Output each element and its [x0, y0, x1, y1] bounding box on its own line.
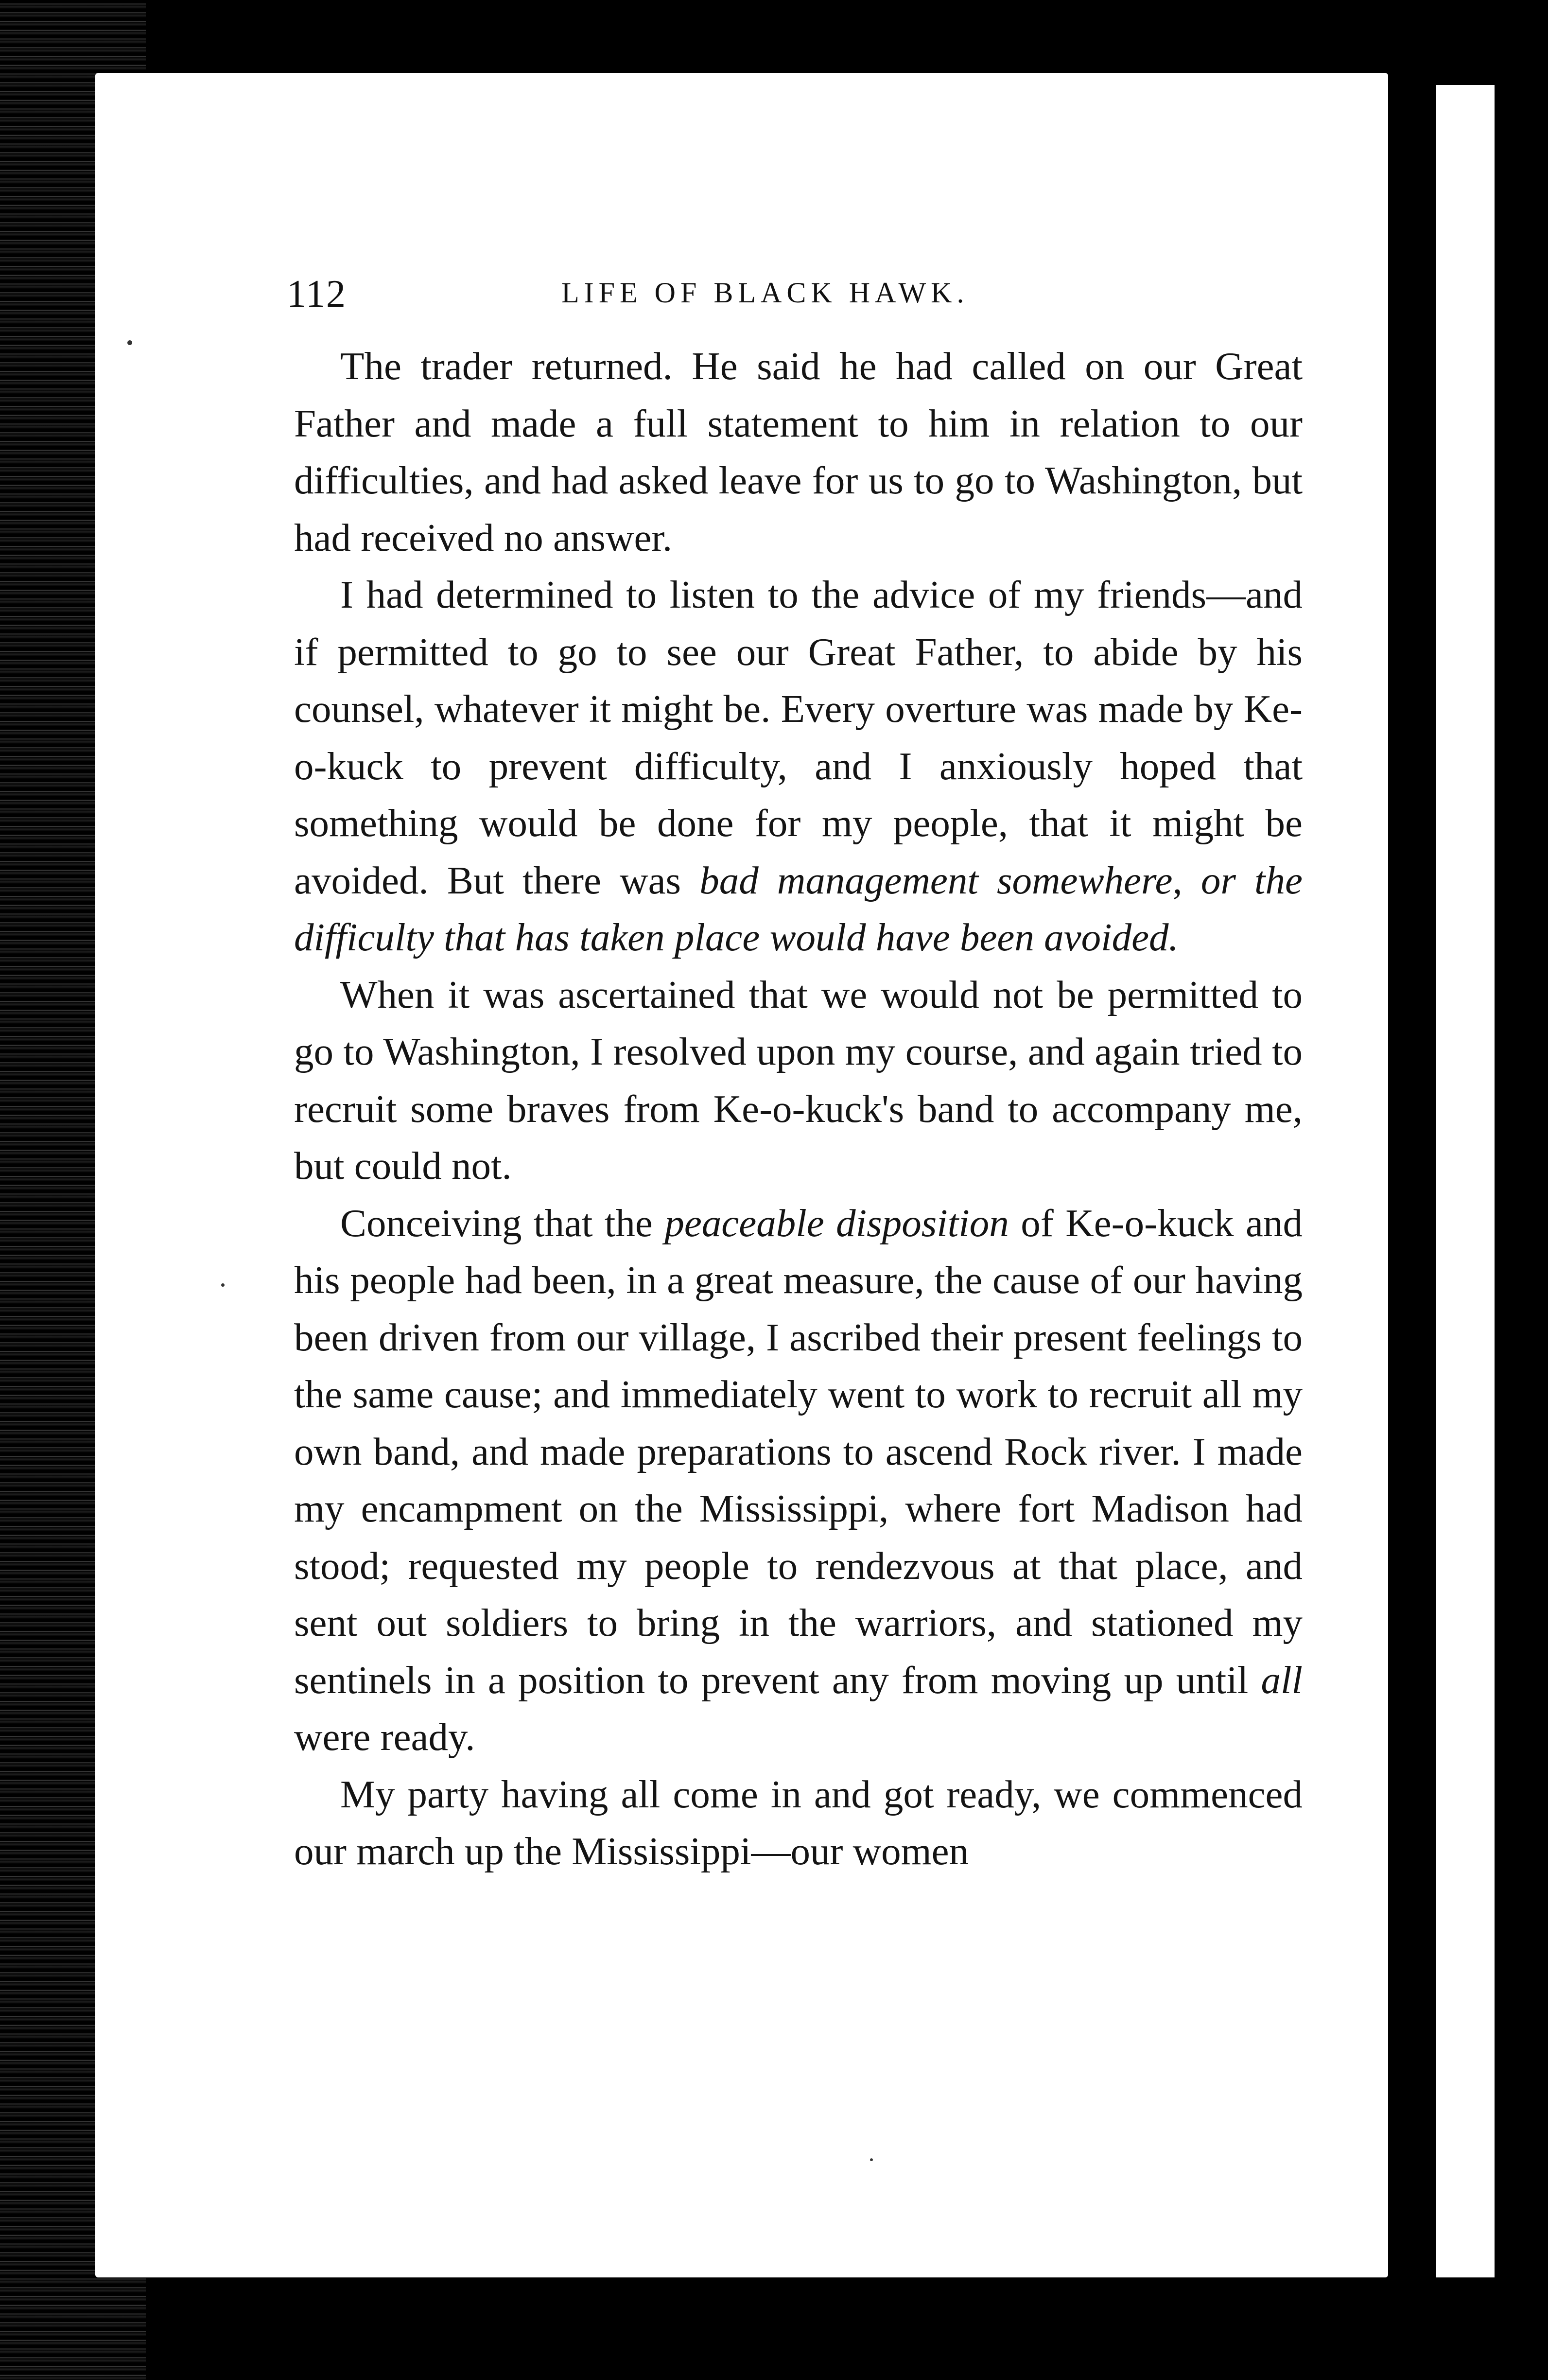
paragraph-1: [294, 338, 1303, 566]
paragraph-3-text: When it was ascertained that we would not be permitted to go to Washington, I resolved upon my course, and again tried to recruit some braves from Ke-o-kuck's band to accompany me, but could not.: [294, 972, 1303, 1188]
paragraph-1-text: The trader returned. He said he had called on our Great Father and made a full statement to him in relation to our difficulties, and had asked leave for us to go to Washington, but had received no answer.: [294, 344, 1303, 560]
scan-speck: [127, 340, 132, 345]
paragraph-2: [294, 566, 1303, 966]
paragraph-5-text: My party having all come in and got ready, we commenced our march up the Mississippi—our women: [294, 1772, 1303, 1873]
paragraph-4-text-b: of Ke-o-kuck and his people had been, in a great measure, the cause of our having been driven from our village, I ascribed their present feelings to the same cause; and immediately went to work to recruit all my own band, and made preparations to ascend Rock river. I made my encampment on the Mississippi, where fort Madison had stood; requested my people to rendezvous at that place, and sent out soldiers to bring in the warriors, and stationed my sentinels in a position to prevent any from moving up until: [294, 1201, 1303, 1702]
next-page-edge: [1436, 85, 1495, 2277]
paragraph-2-italic: bad management somewhere, or the difficulty that has taken place would have been avoided.: [294, 858, 1303, 959]
paragraph-4-text-a: Conceiving that the: [340, 1201, 665, 1245]
paragraph-4-text-c: were ready.: [294, 1715, 475, 1759]
scan-speck: [221, 1283, 225, 1287]
paragraph-4-italic-a: peaceable disposition: [664, 1201, 1009, 1245]
body-text: [294, 338, 1303, 1880]
paragraph-5: [294, 1766, 1303, 1880]
paragraph-3: [294, 966, 1303, 1195]
paragraph-4: [294, 1195, 1303, 1766]
page-header: [287, 272, 1162, 326]
running-head: LIFE OF BLACK HAWK.: [561, 277, 969, 309]
paragraph-2-text: I had determined to listen to the advice of my friends—and if permitted to go to see our Great Father, to abide by his counsel, whatever it might be. Every overture was made by Ke-o-kuck to prevent difficulty, and I anxiously hoped that something would be done for my people, that it might be avoided. But there was: [294, 573, 1303, 902]
page-number: 112: [287, 273, 347, 315]
paragraph-4-italic-b: all: [1261, 1658, 1303, 1702]
scan-speck: [870, 2158, 873, 2161]
